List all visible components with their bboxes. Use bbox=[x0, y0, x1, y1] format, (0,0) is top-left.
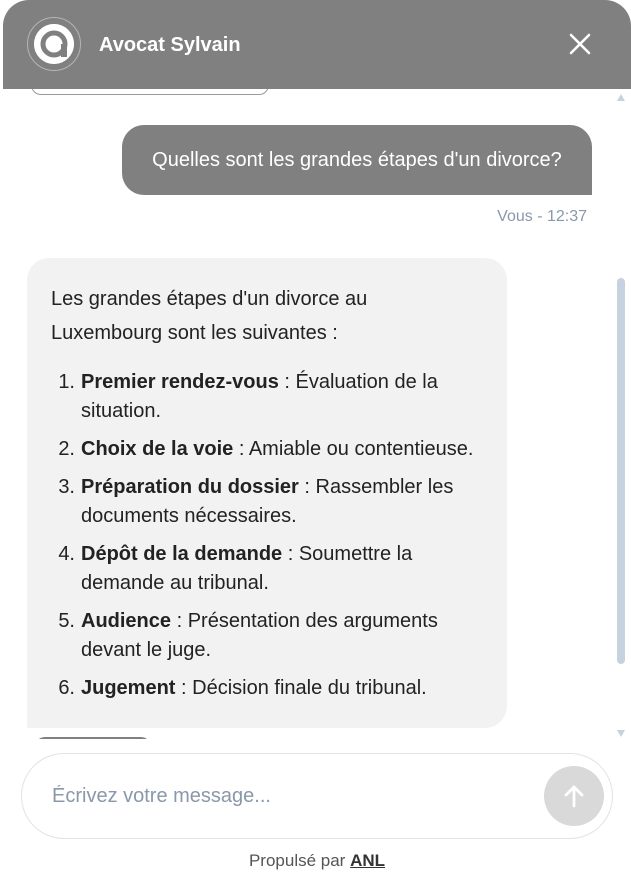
chat-title: Avocat Sylvain bbox=[99, 34, 241, 56]
steps-list bbox=[51, 368, 483, 703]
scroll-down-arrow-icon[interactable] bbox=[617, 730, 625, 737]
list-item: 2. Choix de la voie : Amiable ou contentieuse. bbox=[58, 438, 474, 460]
user-message-timestamp: Vous - 12:37 bbox=[497, 208, 587, 225]
brand-link[interactable]: ANL bbox=[350, 851, 386, 870]
previous-suggestion-chip[interactable] bbox=[31, 89, 269, 95]
next-suggestion-chip[interactable] bbox=[35, 737, 151, 739]
close-button[interactable] bbox=[565, 28, 595, 60]
user-message-text: Quelles sont les grandes étapes d'un divorce? bbox=[152, 149, 562, 171]
scroll-up-arrow-icon[interactable] bbox=[617, 94, 625, 101]
chat-widget bbox=[3, 0, 631, 883]
send-button[interactable] bbox=[544, 766, 604, 826]
list-item: 4. Dépôt de la demande : Soumettre la demande au tribunal. bbox=[58, 543, 413, 594]
list-item: 5. Audience : Présentation des arguments devant le juge. bbox=[58, 610, 438, 661]
assistant-message-bubble bbox=[27, 258, 507, 728]
close-icon bbox=[569, 33, 591, 55]
chat-bubble-logo-icon bbox=[34, 24, 74, 64]
scrollbar[interactable] bbox=[616, 90, 626, 740]
list-item: 1. Premier rendez-vous : Évaluation de la situation. bbox=[58, 371, 438, 422]
assistant-avatar bbox=[27, 17, 81, 71]
user-message-bubble bbox=[122, 125, 592, 195]
scrollbar-thumb[interactable] bbox=[617, 278, 625, 664]
assistant-message-intro: Les grandes étapes d'un divorce au Luxembourg sont les suivantes : bbox=[51, 288, 368, 344]
footer-prefix: Propulsé par bbox=[248, 851, 346, 870]
list-item: 6. Jugement : Décision finale du tribunal. bbox=[58, 677, 427, 699]
list-item: 3. Préparation du dossier : Rassembler les documents nécessaires. bbox=[58, 476, 454, 527]
chat-header bbox=[3, 0, 631, 89]
message-list[interactable] bbox=[3, 89, 631, 739]
arrow-up-icon bbox=[563, 784, 585, 808]
message-composer bbox=[21, 753, 613, 839]
message-input[interactable] bbox=[52, 776, 532, 816]
powered-by-footer bbox=[3, 850, 631, 872]
